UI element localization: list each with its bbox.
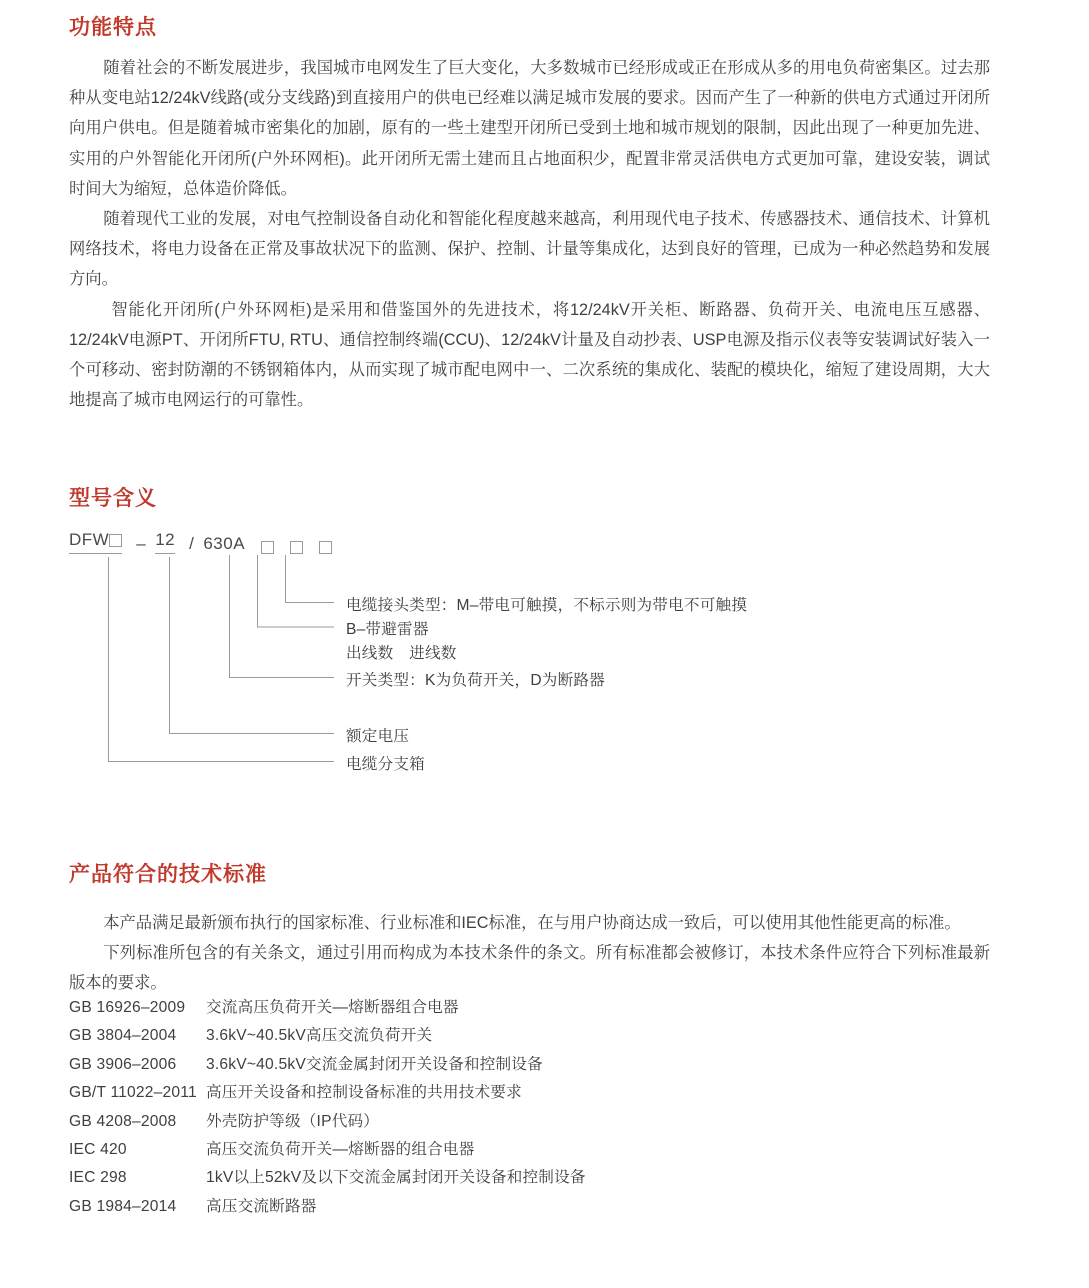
leader-label-cable-joint-type: 电缆接头类型：M–带电可触摸，不标示则为带电不可触摸 bbox=[346, 597, 748, 614]
standard-code: GB 3906–2006 bbox=[69, 1055, 177, 1073]
leader-line-cable-joint bbox=[286, 555, 335, 603]
model-code-slash: / bbox=[189, 534, 195, 553]
leader-label-cable-branch-box: 电缆分支箱 bbox=[346, 756, 425, 773]
standard-code: IEC 420 bbox=[69, 1140, 127, 1158]
standard-description: 高压开关设备和控制设备标准的共用技术要求 bbox=[206, 1084, 522, 1102]
standards-row bbox=[69, 995, 989, 1023]
standard-description: 3.6kV~40.5kV高压交流负荷开关 bbox=[206, 1027, 433, 1045]
section-heading-features: 功能特点 bbox=[69, 16, 157, 39]
standards-table bbox=[69, 995, 989, 1222]
standard-code: GB 3804–2004 bbox=[69, 1027, 177, 1045]
standards-row bbox=[69, 1137, 989, 1165]
model-code-voltage: 12 bbox=[155, 530, 175, 554]
standard-code: GB 1984–2014 bbox=[69, 1197, 177, 1215]
model-code-prefix-group bbox=[69, 530, 122, 554]
features-paragraph-1: 随着社会的不断发展进步，我国城市电网发生了巨大变化，大多数城市已经形成或正在形成从多的用电负荷密集区。过去那种从变电站12/24kV线路(或分支线路)到直接用户的供电已经难以满足城市发展的要求。因而产生了一种新的供电方式通过开闭所向用户供电。但是随着城市密集化的加剧，原有的一些土建型开闭所已受到土地和城市规划的限制，因此出现了一种更加先进、实用的户外智能化开闭所(户外环网柜)。此开闭所无需土建而且占地面积少，配置非常灵活供电方式更加可靠，建设安装，调试时间大为缩短，总体造价降低。 bbox=[69, 59, 990, 198]
standard-description: 高压交流断路器 bbox=[206, 1197, 317, 1215]
section-heading-model: 型号含义 bbox=[69, 487, 157, 510]
model-code-prefix: DFW bbox=[69, 530, 110, 549]
standard-description: 1kV以上52kV及以下交流金属封闭开关设备和控制设备 bbox=[206, 1169, 586, 1187]
model-code-box-2 bbox=[290, 541, 303, 554]
model-code-line bbox=[69, 530, 332, 554]
model-code-box-3 bbox=[319, 541, 332, 554]
leader-lines bbox=[69, 530, 999, 785]
standards-row bbox=[69, 1109, 989, 1137]
standards-body bbox=[69, 908, 990, 999]
standard-code: GB 16926–2009 bbox=[69, 999, 186, 1016]
leader-line-arrester bbox=[258, 555, 335, 627]
standard-code: GB 4208–2008 bbox=[69, 1112, 177, 1130]
standards-row bbox=[69, 1023, 989, 1051]
standards-row bbox=[69, 1080, 989, 1108]
leader-line-rated-voltage bbox=[170, 557, 335, 734]
model-code-diagram bbox=[69, 530, 999, 785]
model-code-current: 630A bbox=[203, 534, 246, 553]
leader-label-line-counts: 出线数 进线数 bbox=[346, 645, 457, 662]
leader-label-switch-type: 开关类型：K为负荷开关，D为断路器 bbox=[346, 672, 605, 689]
features-paragraph-2: 随着现代工业的发展，对电气控制设备自动化和智能化程度越来越高，利用现代电子技术、传感器技术、通信技术、计算机网络技术，将电力设备在正常及事故状况下的监测、保护、控制、计量等集成化，达到良好的管理，已成为一种必然趋势和发展方向。 bbox=[69, 210, 990, 289]
standards-row bbox=[69, 1165, 989, 1193]
model-code-box-1 bbox=[261, 541, 274, 554]
standards-row bbox=[69, 1052, 989, 1080]
standard-code: GB/T 11022–2011 bbox=[69, 1084, 197, 1102]
features-body bbox=[69, 53, 990, 415]
leader-label-rated-voltage: 额定电压 bbox=[346, 728, 410, 745]
standard-description: 交流高压负荷开关—熔断器组合电器 bbox=[206, 999, 459, 1016]
standards-row bbox=[69, 1194, 989, 1222]
standard-description: 外壳防护等级（IP代码） bbox=[206, 1112, 380, 1130]
model-code-prefix-box bbox=[109, 534, 122, 547]
standard-code: IEC 298 bbox=[69, 1169, 127, 1187]
standards-paragraph-2: 下列标准所包含的有关条文，通过引用而构成为本技术条件的条文。所有标准都会被修订，本技术条件应符合下列标准最新版本的要求。 bbox=[69, 944, 990, 993]
features-paragraph-3: 智能化开闭所(户外环网柜)是采用和借鉴国外的先进技术，将12/24kV开关柜、断路器、负荷开关、电流电压互感器、12/24kV电源PT、开闭所FTU, RTU、通信控制终端(CCU)、12/24kV计量及自动抄表、USP电源及指示仪表等安装调试好装入一个可移动、密封防潮的不锈钢箱体内，从而实现了城市配电网中一、二次系统的集成化、装配的模块化，缩短了建设周期，大大地提高了城市电网运行的可靠性。 bbox=[69, 300, 990, 410]
standard-description: 高压交流负荷开关—熔断器的组合电器 bbox=[206, 1140, 475, 1158]
standard-description: 3.6kV~40.5kV交流金属封闭开关设备和控制设备 bbox=[206, 1055, 543, 1073]
leader-label-arrester: B–带避雷器 bbox=[346, 621, 429, 638]
leader-line-switch-type bbox=[230, 555, 335, 678]
model-code-dash: – bbox=[136, 534, 147, 553]
section-heading-standards: 产品符合的技术标准 bbox=[69, 863, 267, 886]
leader-line-branch-box bbox=[109, 557, 335, 762]
standards-paragraph-1: 本产品满足最新颁布执行的国家标准、行业标准和IEC标准，在与用户协商达成一致后，可以使用其他性能更高的标准。 bbox=[103, 914, 961, 932]
